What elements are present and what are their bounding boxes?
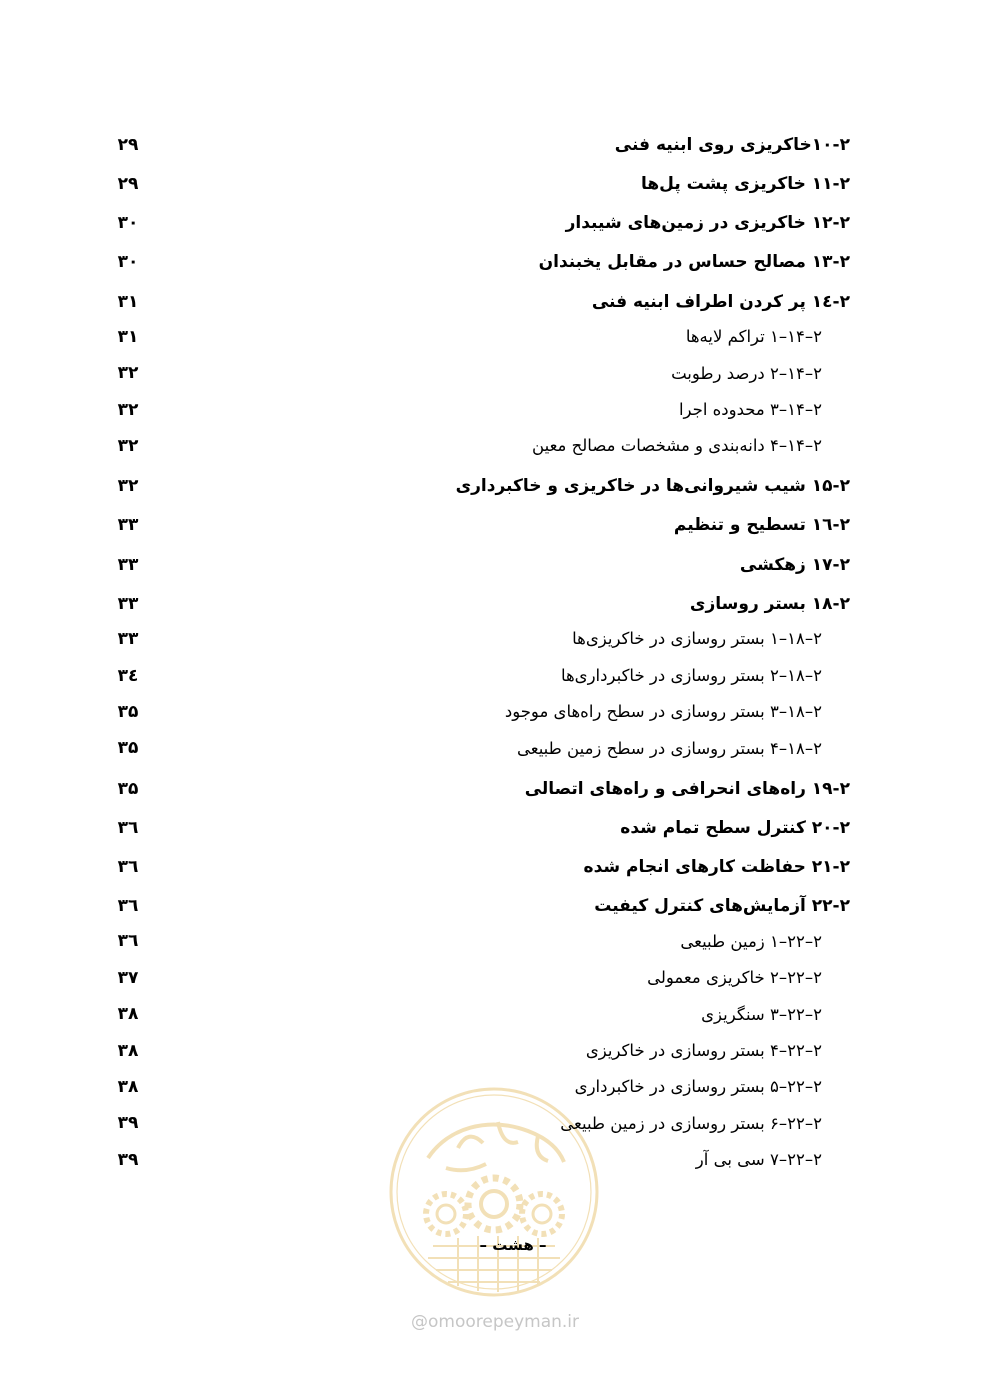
section-number xyxy=(812,292,850,312)
section-number-part: ۱۸ xyxy=(811,593,833,614)
section-number-part: ۱۸ xyxy=(787,629,805,649)
section-number-part: ۵ xyxy=(770,1077,779,1097)
section-number xyxy=(812,515,850,535)
section-number-part: ۲ xyxy=(839,291,850,312)
section-number-part: ۲ xyxy=(770,363,779,383)
section-title: خاکریزی روی ابنیه فنی xyxy=(614,134,812,155)
section-title: بستر روسازی xyxy=(689,593,806,614)
section-number xyxy=(770,968,822,988)
section-number-part: – xyxy=(804,665,814,685)
toc-page-number: ۳۰ xyxy=(117,252,139,273)
section-number xyxy=(812,213,850,233)
section-number-part: ۲ xyxy=(839,252,850,273)
section-number-part: - xyxy=(832,252,840,273)
section-number xyxy=(812,857,850,877)
toc-page-number: ۳۸ xyxy=(117,1077,139,1098)
section-number xyxy=(770,1114,822,1134)
toc-page-number: ۳٤ xyxy=(117,665,139,686)
section-number xyxy=(812,779,850,799)
section-number-part: – xyxy=(804,436,814,456)
section-title: تراکم لایه‌ها xyxy=(685,327,765,347)
toc-subentry xyxy=(108,730,850,766)
toc-entry-label xyxy=(539,252,850,272)
section-number xyxy=(812,818,850,838)
section-number-part: ۲۲ xyxy=(787,968,805,988)
toc-entry-label xyxy=(671,364,822,384)
section-number-part: ۲ xyxy=(839,213,850,234)
toc-entry xyxy=(108,464,850,503)
toc-subentry xyxy=(108,923,850,959)
section-number-part: ۲ xyxy=(839,554,850,575)
toc-subentry xyxy=(108,960,850,996)
toc-entry xyxy=(108,280,850,319)
section-number-part: ۲ xyxy=(839,593,850,614)
section-number-part: ۴ xyxy=(770,1040,779,1060)
section-number-part: ۳ xyxy=(770,702,779,722)
section-number-part: – xyxy=(778,629,788,649)
toc-page-number: ۳۵ xyxy=(117,701,139,722)
toc-page-number: ۳۷ xyxy=(117,967,139,988)
section-number-part: - xyxy=(832,778,840,799)
section-number-part: ۴ xyxy=(770,738,779,758)
toc-subentry xyxy=(108,694,850,730)
toc-page-number: ۳۲ xyxy=(117,476,139,497)
toc-entry-label xyxy=(572,629,822,649)
section-number-part: ۲۲ xyxy=(787,1040,805,1060)
logo-gear-left xyxy=(426,1194,466,1234)
toc-entry-label xyxy=(701,1005,822,1025)
section-number-part: ۲ xyxy=(813,1077,822,1097)
section-number-part: – xyxy=(778,931,788,951)
section-number-part: – xyxy=(804,1113,814,1133)
toc-page-number: ۳۳ xyxy=(117,629,139,650)
section-number-part: - xyxy=(832,213,840,234)
section-number-part: ۲ xyxy=(770,968,779,988)
section-number-part: ۲ xyxy=(839,134,850,155)
toc-entry-label xyxy=(740,555,850,575)
toc-entry-label xyxy=(592,292,850,312)
section-number-part: – xyxy=(778,1077,788,1097)
toc-page-number: ۳۵ xyxy=(117,778,139,799)
section-title: کنترل سطح تمام شده xyxy=(620,817,806,838)
section-title: زهکشی xyxy=(739,554,806,575)
watermark-text: @omoorepeyman.ir xyxy=(410,1312,580,1332)
section-title: سی بی آر xyxy=(695,1150,765,1170)
toc-entry-label xyxy=(566,213,850,233)
toc-entry xyxy=(108,884,850,923)
section-title: آزمایش‌های کنترل کیفیت xyxy=(594,896,806,917)
toc-entry-label xyxy=(584,857,850,877)
section-number-part: ۲ xyxy=(813,1150,822,1170)
section-number-part: ۲ xyxy=(839,856,850,877)
section-number-part: ۳ xyxy=(770,1004,779,1024)
section-number-part: ۱۸ xyxy=(787,665,805,685)
toc-page-number: ۲۹ xyxy=(117,173,139,194)
section-number-part: ۲ xyxy=(839,173,850,194)
section-number-part: ۲۲ xyxy=(787,1113,805,1133)
section-title: سنگریزی xyxy=(701,1004,765,1024)
toc-entry-label xyxy=(615,135,850,155)
toc-page-number: ۳۱ xyxy=(117,291,139,312)
toc-entry-label xyxy=(594,896,850,916)
section-number-part: – xyxy=(804,327,814,347)
section-number-part: ۲ xyxy=(813,1040,822,1060)
toc-entry xyxy=(108,240,850,279)
section-title: محدوده اجرا xyxy=(678,399,765,419)
section-number-part: - xyxy=(832,554,840,575)
toc-page-number: ۳۹ xyxy=(117,1113,139,1134)
section-number xyxy=(770,1150,822,1170)
toc-page-number: ۳۰ xyxy=(117,213,139,234)
section-number-part: ۱۴ xyxy=(787,327,805,347)
section-number-part: ۲ xyxy=(813,1004,822,1024)
section-number-part: ۲ xyxy=(813,629,822,649)
toc-entry-label xyxy=(680,932,822,952)
section-number xyxy=(770,327,822,347)
toc-entry-label xyxy=(532,436,822,456)
section-number xyxy=(812,476,850,496)
toc-subentry xyxy=(108,355,850,391)
section-number-part: – xyxy=(778,1113,788,1133)
section-number-part: ۲ xyxy=(839,817,850,838)
logo-gear-center xyxy=(468,1178,520,1230)
toc-entry-label xyxy=(696,1150,822,1170)
toc-subentry xyxy=(108,392,850,428)
section-number-part: ۲ xyxy=(770,665,779,685)
toc-subentry xyxy=(108,1033,850,1069)
page-footer-number: – هشت – xyxy=(479,1236,547,1254)
section-number-part: – xyxy=(804,1077,814,1097)
section-number-part: ۱٤ xyxy=(811,291,833,312)
section-number-part: ۲ xyxy=(813,702,822,722)
toc-subentry xyxy=(108,658,850,694)
toc-entry-label xyxy=(690,594,850,614)
section-number xyxy=(812,174,850,194)
section-number-part: ۲ xyxy=(813,968,822,988)
section-title: بستر روسازی در خاکبرداری‌ها xyxy=(560,665,765,685)
section-number-part: ۱ xyxy=(770,327,779,347)
section-number-part: – xyxy=(804,629,814,649)
section-number-part: – xyxy=(804,399,814,419)
section-title: حفاظت کارهای انجام شده xyxy=(583,856,806,877)
section-number-part: - xyxy=(832,896,840,917)
section-title: خاکریزی معمولی xyxy=(647,968,765,988)
toc xyxy=(108,123,850,1178)
toc-page-number: ۳۲ xyxy=(117,399,139,420)
toc-entry xyxy=(108,767,850,806)
section-number-part: ۲۲ xyxy=(787,931,805,951)
section-number xyxy=(770,629,822,649)
toc-page-number: ۳٦ xyxy=(117,896,139,917)
section-title: بستر روسازی در سطح زمین طبیعی xyxy=(516,738,765,758)
section-number xyxy=(812,135,850,155)
section-number-part: – xyxy=(804,363,814,383)
section-title: تسطیح و تنظیم xyxy=(673,515,806,536)
section-number-part: ۱۴ xyxy=(787,399,805,419)
section-number-part: – xyxy=(778,1004,788,1024)
section-number-part: ۲ xyxy=(813,363,822,383)
section-number-part: ۳ xyxy=(770,399,779,419)
section-number-part: – xyxy=(778,738,788,758)
logo-gear-right xyxy=(522,1194,562,1234)
toc-subentry xyxy=(108,996,850,1032)
section-number-part: ۲ xyxy=(813,436,822,456)
section-number-part: - xyxy=(832,856,840,877)
section-title: بستر روسازی در خاکریزی xyxy=(585,1040,765,1060)
section-number-part: ۱۲ xyxy=(811,213,833,234)
toc-entry xyxy=(108,543,850,582)
section-number-part: ۱۹ xyxy=(811,778,833,799)
section-number-part: ۱۴ xyxy=(787,363,805,383)
toc-page-number: ۳٦ xyxy=(117,817,139,838)
section-number-part: – xyxy=(778,1150,788,1170)
toc-page-number: ۳۲ xyxy=(117,363,139,384)
toc-entry xyxy=(108,504,850,543)
section-title: خاکریزی در زمین‌های شیبدار xyxy=(565,213,806,234)
section-number-part: – xyxy=(778,968,788,988)
section-number-part: ۲ xyxy=(839,778,850,799)
section-number-part: – xyxy=(778,363,788,383)
section-number xyxy=(770,932,822,952)
toc-page-number: ۳۵ xyxy=(117,738,139,759)
section-title: دانه‌بندی و مشخصات مصالح معین xyxy=(532,436,765,456)
toc-page-number: ۳۸ xyxy=(117,1040,139,1061)
section-number-part: - xyxy=(832,134,840,155)
section-number-part: ۲ xyxy=(813,399,822,419)
section-number-part: ۲۲ xyxy=(787,1004,805,1024)
section-number-part: ۲۲ xyxy=(811,896,833,917)
section-number-part: – xyxy=(804,738,814,758)
section-title: راه‌های انحرافی و راه‌های اتصالی xyxy=(524,778,806,799)
section-number xyxy=(770,1077,822,1097)
section-number-part: ۱۴ xyxy=(787,436,805,456)
section-number-part: - xyxy=(832,476,840,497)
section-number-part: - xyxy=(832,817,840,838)
section-number-part: - xyxy=(832,515,840,536)
toc-entry xyxy=(108,123,850,162)
section-number xyxy=(812,594,850,614)
section-number-part: ۶ xyxy=(770,1113,779,1133)
section-number-part: ۲ xyxy=(813,665,822,685)
section-number xyxy=(770,436,822,456)
section-title: بستر روسازی در خاکریزی‌ها xyxy=(572,629,765,649)
section-number xyxy=(770,364,822,384)
toc-page-number: ۳۳ xyxy=(117,593,139,614)
section-title: بستر روسازی در خاکبرداری xyxy=(574,1077,765,1097)
section-number-part: – xyxy=(804,931,814,951)
toc-entry xyxy=(108,201,850,240)
toc-entry xyxy=(108,162,850,201)
section-number-part: – xyxy=(804,1004,814,1024)
toc-page-number: ۳٦ xyxy=(117,931,139,952)
section-title: درصد رطوبت xyxy=(671,363,765,383)
section-number-part: – xyxy=(804,968,814,988)
section-title: بستر روسازی در زمین طبیعی xyxy=(560,1113,765,1133)
section-number-part: ۲ xyxy=(813,931,822,951)
section-title: خاکریزی پشت پل‌ها xyxy=(640,173,806,194)
section-title: شیب شیروانی‌ها در خاکریزی و خاکبرداری xyxy=(455,476,806,497)
toc-entry xyxy=(108,582,850,621)
section-number-part: ۲ xyxy=(839,515,850,536)
toc-entry-label xyxy=(517,739,822,759)
section-number xyxy=(770,666,822,686)
section-number-part: – xyxy=(778,702,788,722)
section-number-part: – xyxy=(804,702,814,722)
toc-entry-label xyxy=(575,1077,822,1097)
toc-entry-label xyxy=(686,327,822,347)
toc-page-number: ۲۹ xyxy=(117,134,139,155)
section-number-part: ۱۱ xyxy=(811,173,833,194)
toc-entry xyxy=(108,845,850,884)
section-number-part: ۲ xyxy=(839,476,850,497)
toc-entry-label xyxy=(561,666,822,686)
toc-subentry xyxy=(108,428,850,464)
section-number xyxy=(770,1005,822,1025)
section-number-part: ۱۰ xyxy=(811,134,833,155)
toc-entry-label xyxy=(586,1041,822,1061)
toc-entry-label xyxy=(647,968,822,988)
section-number xyxy=(770,400,822,420)
toc-subentry xyxy=(108,621,850,657)
toc-entry-label xyxy=(679,400,822,420)
section-number-part: ۱۸ xyxy=(787,702,805,722)
toc-page-number: ۳۸ xyxy=(117,1004,139,1025)
section-number-part: - xyxy=(832,593,840,614)
section-number-part: ۴ xyxy=(770,436,779,456)
section-number-part: ۲۰ xyxy=(811,817,833,838)
section-number xyxy=(812,555,850,575)
section-number-part: ۲۱ xyxy=(811,856,833,877)
section-number xyxy=(812,252,850,272)
section-number-part: – xyxy=(778,1040,788,1060)
section-number-part: ۱ xyxy=(770,629,779,649)
section-number-part: ۲ xyxy=(813,327,822,347)
section-number xyxy=(770,1041,822,1061)
section-number-part: - xyxy=(832,291,840,312)
section-title: پر کردن اطراف ابنیه فنی xyxy=(591,291,806,312)
section-number-part: ۲ xyxy=(813,738,822,758)
section-number-part: ۲ xyxy=(813,1113,822,1133)
section-number xyxy=(812,896,850,916)
section-title: مصالح حساس در مقابل یخبندان xyxy=(538,252,806,273)
section-number-part: ۲۲ xyxy=(787,1150,805,1170)
toc-subentry xyxy=(108,1142,850,1178)
section-number-part: ۱۳ xyxy=(811,252,833,273)
section-number-part: – xyxy=(778,665,788,685)
toc-entry-label xyxy=(505,702,822,722)
section-number-part: ۲ xyxy=(839,896,850,917)
toc-entry-label xyxy=(560,1114,822,1134)
toc-subentry xyxy=(108,319,850,355)
section-number-part: – xyxy=(804,1150,814,1170)
toc-page-number: ۳۹ xyxy=(117,1149,139,1170)
section-number-part: ۲۲ xyxy=(787,1077,805,1097)
toc-page-number: ۳۱ xyxy=(117,326,139,347)
section-number-part: - xyxy=(832,173,840,194)
toc-page-number: ۳۲ xyxy=(117,436,139,456)
section-number-part: ۱۸ xyxy=(787,738,805,758)
toc-entry-label xyxy=(620,818,850,838)
section-number xyxy=(770,702,822,722)
section-number-part: ۷ xyxy=(770,1150,779,1170)
section-number-part: – xyxy=(804,1040,814,1060)
section-title: زمین طبیعی xyxy=(680,931,765,951)
section-title: بستر روسازی در سطح راه‌های موجود xyxy=(504,702,765,722)
toc-subentry xyxy=(108,1069,850,1105)
section-number-part: – xyxy=(778,399,788,419)
section-number-part: – xyxy=(778,327,788,347)
section-number-part: – xyxy=(778,436,788,456)
toc-entry-label xyxy=(525,779,850,799)
section-number-part: ۱ xyxy=(770,931,779,951)
toc-entry xyxy=(108,806,850,845)
toc-entry-label xyxy=(456,476,850,496)
toc-entry-label xyxy=(674,515,850,535)
toc-page-number: ۳۳ xyxy=(117,515,139,536)
toc-entry-label xyxy=(641,174,850,194)
section-number-part: ۱۷ xyxy=(811,554,833,575)
toc-page-number: ۳۳ xyxy=(117,554,139,575)
section-number xyxy=(770,739,822,759)
section-number-part: ۱۵ xyxy=(811,476,833,497)
section-number-part: ۱٦ xyxy=(811,515,833,536)
toc-subentry xyxy=(108,1105,850,1141)
toc-page-number: ۳٦ xyxy=(117,856,139,877)
